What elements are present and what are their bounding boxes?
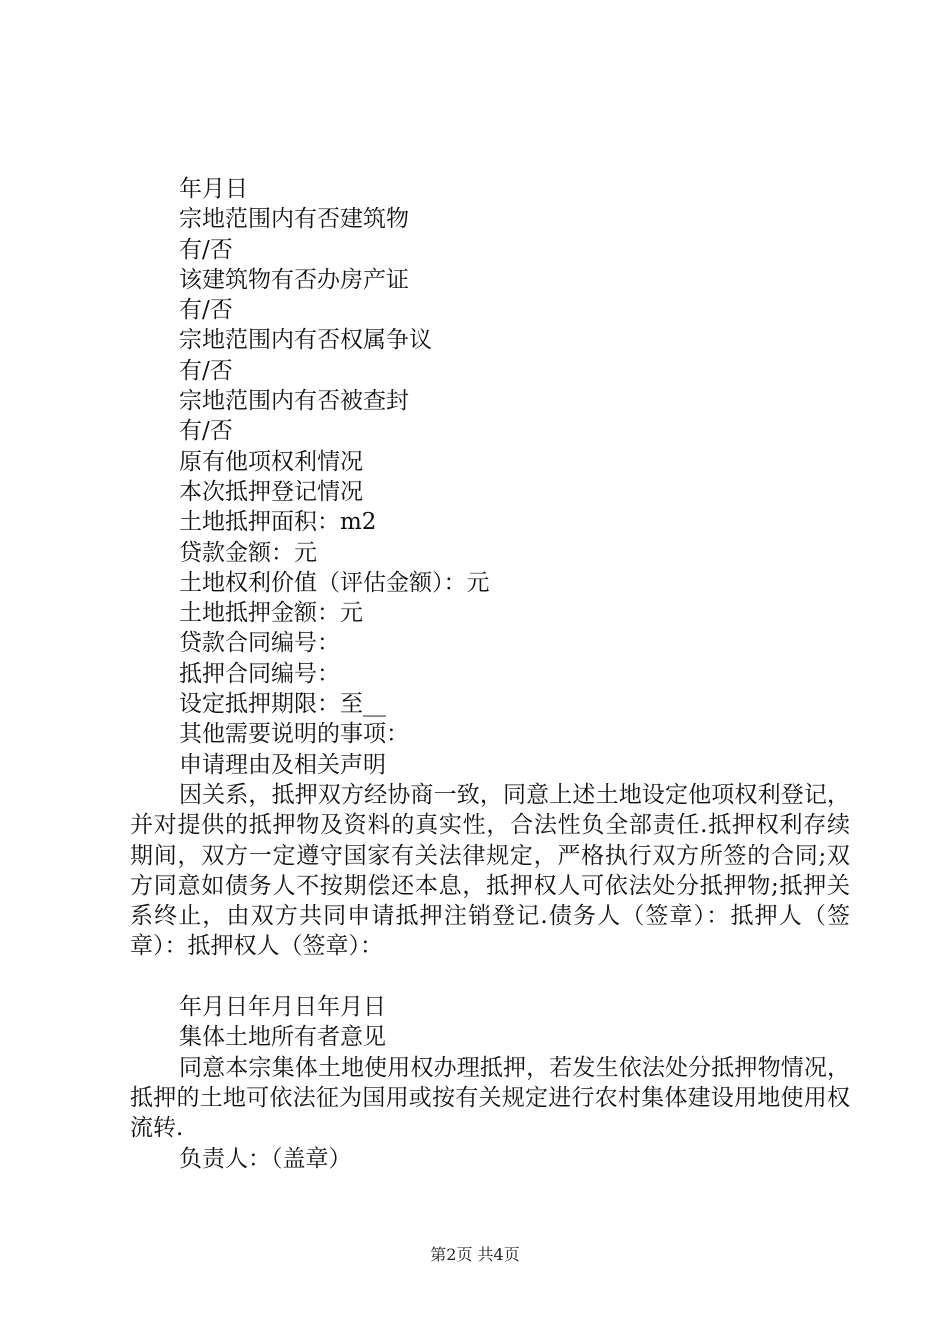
- mortgage-contract-number-field: 抵押合同编号：: [179, 660, 340, 687]
- date-line: 年月日: [179, 176, 248, 202]
- declaration-paragraph: 因关系，抵押双方经协商一致，同意上述土地设定他项权利登记，并对提供的抵押物及资料的真实性，合法性负全部责任.抵押权利存续期间，双方一定遵守国家有关法律规定，严格执行双方所签的合同;双方同意如债务人不按期偿还本息，抵押权人可依法处分抵押物;抵押关系终止，由双方共同申请抵押注销登记.债务人（签章）：抵押人（签章）：抵押权人（签章）：: [130, 781, 850, 960]
- land-value-field: 土地权利价值（评估金额）：元: [179, 569, 490, 596]
- page-number-footer: 第2页 共4页: [430, 1245, 520, 1264]
- responsible-person-line: 负责人：（盖章）: [179, 1145, 352, 1172]
- application-reason-heading: 申请理由及相关声明: [179, 751, 386, 778]
- answer-yes-no: 有/否: [179, 357, 233, 384]
- question-ownership-dispute: 宗地范围内有否权属争议: [179, 327, 432, 354]
- answer-yes-no: 有/否: [179, 418, 233, 445]
- document-body: [130, 174, 850, 1174]
- loan-contract-number-field: 贷款合同编号：: [179, 630, 340, 657]
- blank-line: [130, 962, 850, 992]
- mortgage-term-field: 设定抵押期限：至__: [179, 691, 386, 718]
- mortgage-amount-field: 土地抵押金额：元: [179, 600, 363, 627]
- mortgage-registration-heading: 本次抵押登记情况: [179, 478, 363, 505]
- other-matters-field: 其他需要说明的事项：: [179, 721, 409, 748]
- existing-rights-heading: 原有他项权利情况: [179, 448, 363, 475]
- answer-yes-no: 有/否: [179, 297, 233, 324]
- question-buildings: 宗地范围内有否建筑物: [179, 206, 409, 233]
- collective-owner-heading: 集体土地所有者意见: [179, 1024, 386, 1051]
- answer-yes-no: 有/否: [179, 236, 233, 263]
- signature-dates-line: 年月日年月日年月日: [179, 994, 386, 1021]
- collective-owner-paragraph: 同意本宗集体土地使用权办理抵押，若发生依法处分抵押物情况，抵押的土地可依法征为国用或按有关规定进行农村集体建设用地使用权流转.: [130, 1054, 850, 1142]
- loan-amount-field: 贷款金额：元: [179, 539, 317, 566]
- question-property-certificate: 该建筑物有否办房产证: [179, 266, 409, 293]
- mortgage-area-field: 土地抵押面积：m2: [179, 509, 377, 536]
- question-sealed: 宗地范围内有否被查封: [179, 388, 409, 415]
